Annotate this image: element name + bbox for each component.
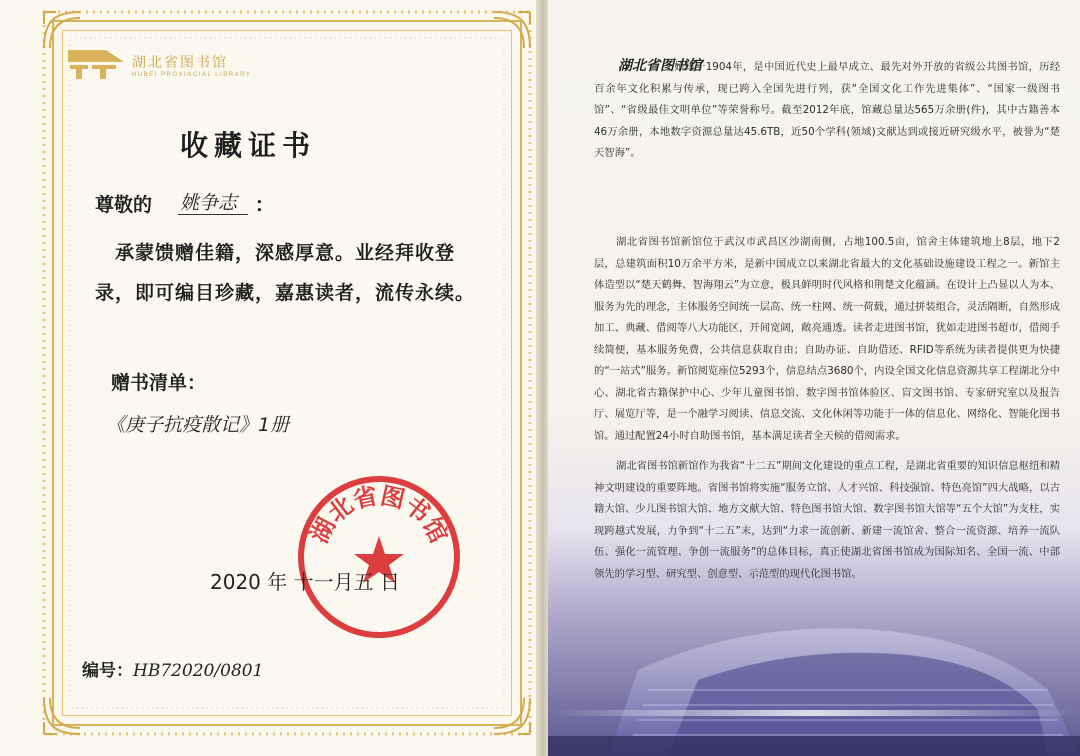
- corner-flourish-icon: [488, 692, 534, 738]
- body-text-line-1: 承蒙馈赠佳籍，深感厚意。业经拜收登: [115, 242, 456, 264]
- salutation-colon: ：: [255, 194, 275, 216]
- library-seal-stamp: [296, 474, 462, 640]
- salutation: 尊敬的: [95, 194, 153, 216]
- corner-flourish-icon: [488, 8, 534, 54]
- library-logo-english: HUBEI PROVINCIAL LIBRARY: [132, 72, 252, 78]
- intro-library-name: 湖北省图书馆: [618, 58, 702, 74]
- intro-paragraph-3: 湖北省图书馆新馆作为我省“十二五”期间文化建设的重点工程，是湖北省重要的知识信息枢纽和精神文明建设的重要阵地。省图书馆将实施“服务立馆、人才兴馆、科技强馆、特色亮馆”四大战略，以古籍大馆、少儿图书馆大馆、地方文献大馆、特色图书馆大馆、数字图书馆大馆等“五个大馆”为支柱，实现跨越式发展，力争到“十二五”末，达到“力求一流创新、新建一流馆舍、整合一流资源、培养一流队伍、强化一流管理、争创一流服务”的总体目标，真正使湖北省图书馆成为国际知名、全国一流、中部领先的学习型、研究型、创意型、示范型的现代化图书馆。: [594, 460, 1060, 580]
- library-logo-icon: [66, 48, 126, 80]
- corner-flourish-icon: [40, 692, 86, 738]
- library-logo-name: 湖北省图书馆: [132, 55, 228, 71]
- issue-date: 2020 年 十一月五 日: [210, 570, 400, 594]
- recipient-underline: [178, 214, 248, 215]
- certificate-number-label: 编号：: [82, 661, 133, 681]
- intro-paragraph-2: 湖北省图书馆新馆位于武汉市武昌区沙湖南侧，占地100.5亩，馆舍主体建筑地上8层，地下2层，总建筑面积10万余平方米，是新中国成立以来湖北省最大的文化基础设施建设工程之一。新馆主体造型以“楚天鹤舞、智海翔云”为立意，极具鲜明时代风格和荆楚文化蕴涵。在设计上凸显以人为本、服务为先的理念，主体服务空间统一层高、统一柱网、统一荷载，通过拼装组合，灵活隔断，自然形成加工、典藏、借阅等八大功能区，开间宽阔，敞亮通透。读者走进图书馆，犹如走进图书超市，借阅手续简便，基本服务免费，公共信息获取自由；自助办证、自助借还、RFID等系统为读者提供更为快捷的“一站式”服务。新馆阅览座位5293个，信息结点3680个，内设全国文化信息资源共享工程湖北分中心、湖北省古籍保护中心、少年儿童图书馆、数字图书馆体验区、盲文图书馆、专家研究室以及报告厅、展览厅等，是一个融学习阅读、信息交流、文化休闲等功能于一体的信息化、网络化、智能化图书馆。通过配置24小时自助图书馆，基本满足读者全天候的借阅需求。: [594, 236, 1060, 442]
- donated-book-item: 《庚子抗疫散记》1册: [106, 414, 290, 436]
- certificate-title: 收藏证书: [180, 129, 317, 162]
- library-building-image: [548, 560, 1080, 756]
- body-text-line-2: 录，即可编目珍藏，嘉惠读者，流传永续。: [95, 282, 476, 304]
- recipient-name: 姚争志: [180, 192, 238, 214]
- donation-list-title: 赠书清单：: [111, 372, 207, 394]
- introduction-page: [548, 0, 1080, 756]
- certificate-number-value: HB72020/0801: [133, 661, 264, 681]
- intro-paragraph-1: 始建于1904年，是中国近代史上最早成立、最先对外开放的省级公共图书馆，历经百余年文化积累与传承，现已跨入全国先进行列，获“全国文化工作先进集体”、“国家一级图书馆”、“省级最佳文明单位”等荣誉称号。截至2012年底，馆藏总量达565万余册(件)，其中古籍善本 46万余册，本地数字资源总量达45.6TB，近50个学科(领域)文献达到或接近研究级水平，被誉为“楚天智海”。: [594, 61, 1060, 159]
- svg-text:湖北省图书馆: 湖北省图书馆: [304, 480, 454, 548]
- certificate-number: [82, 656, 263, 681]
